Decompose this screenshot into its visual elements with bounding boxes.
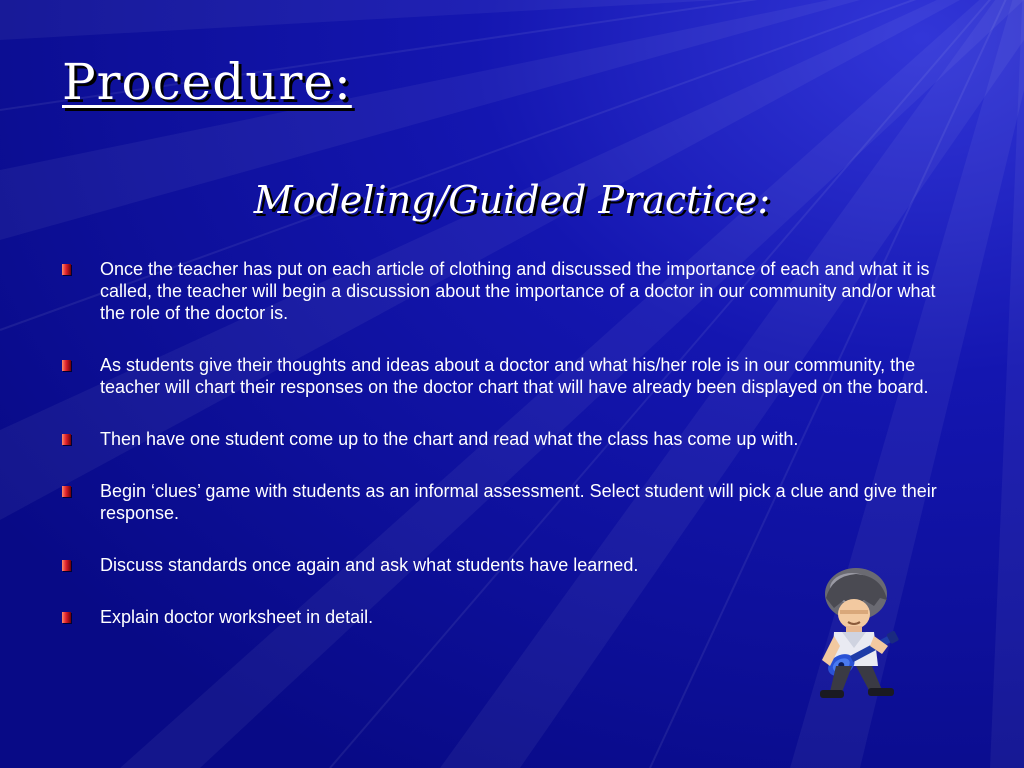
- square-bullet-icon: [62, 264, 71, 275]
- slide-title: Procedure:: [62, 53, 352, 111]
- bullet-item: [0, 480, 1024, 524]
- slide-subtitle: Modeling/Guided Practice:: [253, 178, 771, 222]
- square-bullet-icon: [62, 486, 71, 497]
- bullet-text: As students give their thoughts and ideas about a doctor and what his/her role is in our community, the teacher will chart their responses on the doctor chart that will have already been displayed on the board.: [100, 355, 929, 397]
- bullet-text: Explain doctor worksheet in detail.: [100, 607, 374, 627]
- bullet-text: Begin ‘clues’ game with students as an informal assessment. Select student will pick a clue and give their response.: [100, 481, 937, 523]
- bullet-text: Once the teacher has put on each article of clothing and discussed the importance of each and what it is called, the teacher will begin a discussion about the importance of a doctor in our community and/or what the role of the doctor is.: [100, 259, 936, 323]
- bullet-text: Then have one student come up to the chart and read what the class has come up with.: [100, 429, 799, 449]
- square-bullet-icon: [62, 434, 71, 445]
- guitar-player-icon: [812, 568, 902, 704]
- square-bullet-icon: [62, 560, 71, 571]
- bullet-text: Discuss standards once again and ask what students have learned.: [100, 555, 639, 575]
- bullet-item: [0, 354, 1024, 398]
- square-bullet-icon: [62, 360, 71, 371]
- bullet-item: [0, 428, 1024, 450]
- square-bullet-icon: [62, 612, 71, 623]
- bullet-item: [0, 258, 1024, 324]
